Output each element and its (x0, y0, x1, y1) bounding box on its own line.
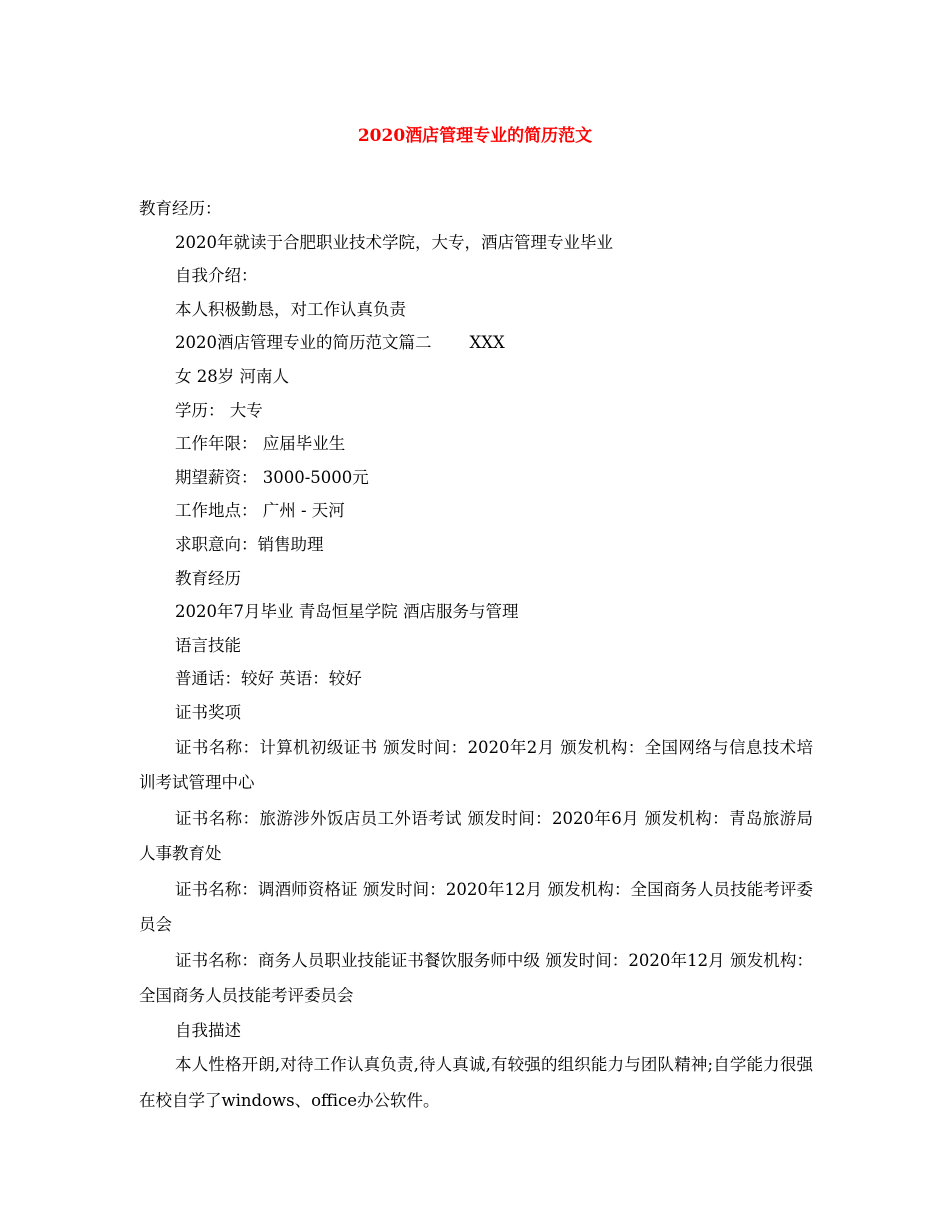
self-intro-heading: 自我介绍： (175, 266, 258, 286)
education-entry: 2020年7月毕业 青岛恒星学院 酒店服务与管理 (175, 602, 519, 622)
profile-work-years: 工作年限： 应届毕业生 (175, 434, 346, 454)
profile-work-location: 工作地点： 广州 - 天河 (175, 501, 345, 521)
profile-job-intent: 求职意向：销售助理 (175, 534, 324, 554)
second-resume-heading (139, 326, 813, 360)
document-body (139, 192, 813, 1118)
profile-expected-salary: 期望薪资： 3000-5000元 (175, 467, 369, 487)
self-description-heading: 自我描述 (175, 1020, 241, 1040)
education-section-heading: 教育经历 (175, 568, 241, 588)
certificate-item: 证书名称：调酒师资格证 颁发时间：2020年12月 颁发机构：全国商务人员技能考评委员会 (139, 879, 813, 934)
education-heading: 教育经历： (139, 199, 222, 218)
profile-basic: 女 28岁 河南人 (175, 366, 289, 386)
self-intro-text: 本人积极勤恳，对工作认真负责 (175, 299, 406, 319)
candidate-name: XXX (469, 333, 505, 353)
certificates-heading: 证书奖项 (175, 702, 241, 722)
language-skills-heading: 语言技能 (175, 635, 241, 655)
document-title: 2020酒店管理专业的简历范文 (357, 126, 593, 146)
education-detail: 2020年就读于合肥职业技术学院，大专，酒店管理专业毕业 (175, 232, 613, 252)
certificate-item: 证书名称：商务人员职业技能证书餐饮服务师中级 颁发时间：2020年12月 颁发机构：全国商务人员技能考评委员会 (139, 950, 813, 1005)
certificate-item: 证书名称：计算机初级证书 颁发时间：2020年2月 颁发机构：全国网络与信息技术培训考试管理中心 (139, 737, 813, 792)
profile-education-level: 学历： 大专 (175, 400, 263, 420)
self-description-text: 本人性格开朗,对待工作认真负责,待人真诚,有较强的组织能力与团队精神;自学能力很强在校自学了windows、office办公软件。 (139, 1055, 813, 1110)
language-skills-detail: 普通话：较好 英语：较好 (175, 669, 362, 689)
certificate-item: 证书名称：旅游涉外饭店员工外语考试 颁发时间：2020年6月 颁发机构：青岛旅游局人事教育处 (139, 808, 813, 863)
second-resume-title: 2020酒店管理专业的简历范文篇二 (175, 333, 432, 353)
